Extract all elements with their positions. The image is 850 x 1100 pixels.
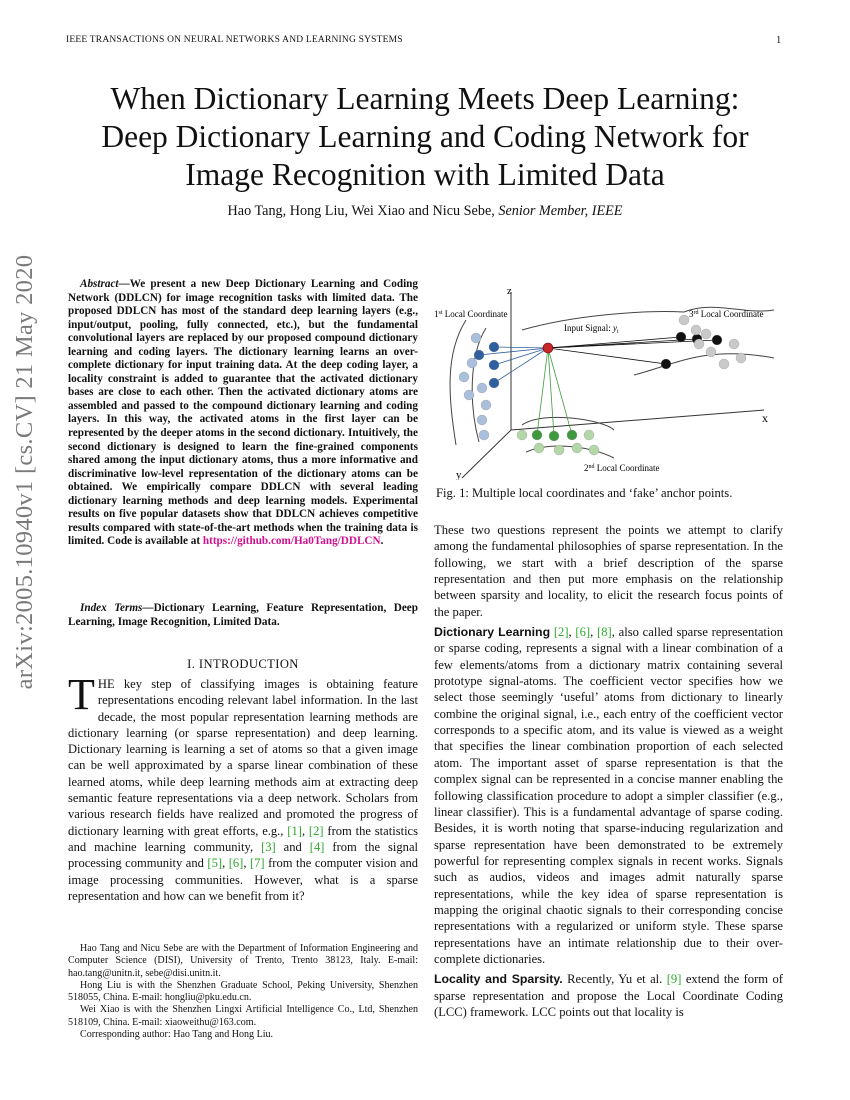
blue-anchor-point: [489, 360, 499, 370]
citation-link[interactable]: [3]: [261, 839, 276, 854]
citation-link[interactable]: [6]: [575, 625, 591, 640]
intro-text: from the computer vision and image processing communities. However, what is a sparse representation and how can we benefit from it?: [68, 856, 418, 903]
grey-faded-point: [736, 353, 746, 363]
paragraph-text: extend the form of sparse representation and propose the Local Coordinate Coding (LCC) framework. LCC points out that locality is: [434, 972, 783, 1019]
third-coordinate-label: 3rd Local Coordinate: [689, 309, 764, 319]
second-coordinate-label: 2nd Local Coordinate: [584, 463, 660, 473]
title-line: Image Recognition with Limited Data: [185, 157, 665, 192]
citation-link[interactable]: [2]: [553, 625, 569, 640]
abstract-end: .: [380, 535, 384, 548]
abstract-label: Abstract: [80, 278, 119, 290]
connection-line: [548, 348, 572, 435]
green-anchor-point: [549, 431, 559, 441]
page-number: 1: [776, 35, 782, 46]
title-line: When Dictionary Learning Meets Deep Learning:: [110, 81, 740, 116]
green-faded-point: [517, 430, 527, 440]
index-terms: [68, 602, 418, 629]
blue-faded-point: [459, 372, 469, 382]
connection-line: [494, 347, 548, 348]
citation-link[interactable]: [4]: [309, 839, 325, 854]
green-anchor-point: [532, 430, 542, 440]
grey-faded-point: [706, 347, 716, 357]
grey-faded-point: [694, 339, 704, 349]
blue-anchor-point: [474, 350, 484, 360]
intro-text: from the signal processing community and: [68, 839, 419, 871]
green-faded-point: [572, 443, 582, 453]
connection-line: [494, 348, 548, 383]
paragraph-text: ,: [568, 625, 576, 640]
paragraph: These two questions represent the points we attempt to clarify among the fundamental philosophies of sparse representation. In the following, we start with a brief description of the sparse representation and then put more emphasis on the relationship between sparsity and locality, to elicit the research focus points of the paper.: [434, 523, 783, 619]
abstract: [68, 278, 418, 549]
paragraph-text: Recently, Yu et al.: [562, 972, 667, 987]
footnote: Wei Xiao is with the Shenzhen Lingxi Artificial Intelligence Co., Ltd, Shenzhen 518109, China. E-mail: xiaoweithu@163.com.: [68, 1004, 418, 1028]
citation-link[interactable]: [9]: [666, 972, 682, 987]
blue-anchor-point: [489, 378, 499, 388]
title-line: Deep Dictionary Learning and Coding Network for: [101, 119, 749, 154]
manifold-curve: [634, 354, 774, 375]
intro-text: from the statistics and machine learning community,: [68, 823, 419, 854]
grey-faded-point: [679, 315, 689, 325]
grey-faded-point: [701, 329, 711, 339]
author-role: Senior Member, IEEE: [498, 203, 623, 219]
citation-link[interactable]: [1]: [287, 823, 302, 838]
citation-link[interactable]: [6]: [228, 856, 244, 871]
input-signal-point: [543, 343, 553, 353]
paragraph-heading: Locality and Sparsity.: [434, 972, 563, 987]
green-faded-point: [589, 445, 599, 455]
arxiv-sidebar: [4, 254, 46, 690]
citation-link[interactable]: [7]: [249, 856, 265, 871]
axis-label-y: y: [456, 469, 462, 480]
footnote: Hong Liu is with the Shenzhen Graduate School, Peking University, Shenzhen 518055, China. E-mail: hongliu@pku.edu.cn.: [68, 979, 418, 1004]
grey-faded-point: [729, 339, 739, 349]
figure-caption: Fig. 1: Multiple local coordinates and ‘fake’ anchor points.: [436, 486, 733, 500]
first-coordinate-label: 1st Local Coordinate: [434, 309, 508, 319]
connection-line: [548, 348, 666, 364]
intro-text: ,: [243, 856, 250, 871]
intro-text: HE key step of classifying images is obtaining feature representations encoding relevant label information. In the last decade, the most popular representation learning methods are dictionary learning (or sparse representation) and deep learning. Dictionary learning is learning a set of atoms so that a given image can be well approximated by a sparse linear combination of these learned atoms, while deep learning methods aim at extracting deep semantic feature representations via a deep network. Scholars from various research fields have realized and promoted the progress of dictionary learning with great efforts, e.g.,: [68, 677, 418, 838]
blue-faded-point: [481, 400, 491, 410]
footnotes: [68, 943, 418, 1041]
black-anchor-point: [676, 332, 686, 342]
blue-faded-point: [467, 358, 477, 368]
connection-line: [548, 348, 554, 436]
black-anchor-point: [661, 359, 671, 369]
intro-text: ,: [222, 856, 229, 871]
figure-local-coordinates: [434, 280, 784, 480]
journal-header: IEEE TRANSACTIONS ON NEURAL NETWORKS AND LEARNING SYSTEMS: [66, 35, 403, 45]
citation-link[interactable]: [2]: [308, 823, 324, 838]
blue-faded-point: [477, 415, 487, 425]
input-signal-label: Input Signal: $y_i$: [564, 323, 619, 335]
blue-faded-point: [471, 333, 481, 343]
green-anchor-point: [567, 430, 577, 440]
grey-faded-point: [719, 359, 729, 369]
paragraph-text: , also called sparse representation or sparse coding, represents a signal with a linear combination of a few elements/atoms from a dictionary matrix containing several prototype signal-atoms. The coefficient vector specifies how we select those seemingly ‘useful’ atoms from dictionary to linearly combine the original signal, i.e., each entry of the coefficient vector corresponds to a specific atom, and its value is viewed as a weight that specifies the linear combination proportion of each selected atom. The important asset of sparse representation is that the complex signal can be represented in a concise manner enabling the following classification procedure to adopt a simpler classifier (e.g., linear classifier). This is a fundamental advantage of sparse coding. Besides, it is worth noting that sparse-inducing regularization and sparse representation have been demonstrated to be extremely powerful for representing complex signals in recent works. Signals such as audios, videos and images admit naturally sparse representations, while the key idea of sparse representation is mapping the original chaotic signals to their corresponding concise representations with a regularized or uniform style. These sparse representations have an intimate relationship due to their over-complete dictionaries.: [434, 625, 783, 966]
blue-anchor-point: [489, 342, 499, 352]
blue-faded-point: [464, 390, 474, 400]
right-column: [434, 522, 783, 1020]
arxiv-identifier[interactable]: arXiv:2005.10940v1 [cs.CV] 21 May 2020: [11, 254, 38, 690]
green-faded-point: [534, 443, 544, 453]
paragraph-heading: Dictionary Learning: [434, 625, 551, 640]
manifold-curve: [450, 320, 466, 445]
intro-text: ,: [301, 823, 309, 838]
index-terms-text: —Dictionary Learning, Feature Representation, Deep Learning, Image Recognition, Limited Data.: [68, 602, 418, 628]
blue-faded-point: [477, 383, 487, 393]
introduction-paragraph: [68, 670, 419, 904]
author-names: Hao Tang, Hong Liu, Wei Xiao and Nicu Sebe,: [227, 203, 499, 219]
paper-title: [40, 80, 810, 194]
paragraph-text: ,: [590, 625, 598, 640]
index-terms-label: Index Terms: [80, 602, 143, 614]
drop-cap: T: [68, 670, 95, 719]
black-anchor-point: [712, 335, 722, 345]
dictionary-learning-paragraph: [434, 624, 783, 967]
green-faded-point: [554, 445, 564, 455]
author-list: [40, 203, 810, 220]
intro-text: and: [275, 839, 310, 854]
footnote: Corresponding author: Hao Tang and Hong Liu.: [80, 1029, 274, 1041]
locality-paragraph: [434, 971, 783, 1020]
footnote: Hao Tang and Nicu Sebe are with the Department of Information Engineering and Computer Science (DISI), University of Trento, Trento 38123, Italy. E-mail: hao.tang@unitn.it, sebe@disi.unitn.it.: [68, 943, 418, 979]
code-link[interactable]: https://github.com/Ha0Tang/DDLCN: [202, 535, 381, 548]
x-axis: [511, 410, 764, 430]
axis-label-x: x: [762, 411, 768, 425]
grey-faded-point: [691, 325, 701, 335]
green-faded-point: [584, 430, 594, 440]
citation-link[interactable]: [5]: [207, 856, 223, 871]
blue-faded-point: [479, 430, 489, 440]
anchor-points: [459, 315, 746, 455]
connection-line: [537, 348, 548, 435]
abstract-text: —We present a new Deep Dictionary Learning and Coding Network (DDLCN) for image recognition tasks with limited data. The proposed DDLCN has most of the standard deep learning layers (e.g., input/output, pooling, fully connected, etc.), but the fundamental convolutional layers are replaced by our proposed compound dictionary learning and coding layers. The dictionary learning learns an over-complete dictionary for input training data. At the deep coding layer, a locality constraint is added to guarantee that the activated dictionary bases are close to each other. Then the activated dictionary atoms are assembled and passed to the compound dictionary learning and coding layers. In this way, the activated atoms in the first layer can be represented by the deeper atoms in the second dictionary. Intuitively, the second dictionary is designed to learn the fine-grained components shared among the input dictionary atoms, thus a more informative and discriminative low-level representation of the dictionary atoms can be obtained. We empirically compare DDLCN with several leading dictionary learning methods and deep learning models. Experimental results on five popular datasets show that DDLCN achieves competitive results compared with state-of-the-art methods when the training data is limited. Code is available at: [68, 278, 418, 548]
section-heading: I. INTRODUCTION: [187, 657, 299, 671]
connection-lines: [479, 337, 717, 436]
citation-link[interactable]: [8]: [597, 625, 612, 640]
axis-label-z: z: [507, 285, 512, 297]
